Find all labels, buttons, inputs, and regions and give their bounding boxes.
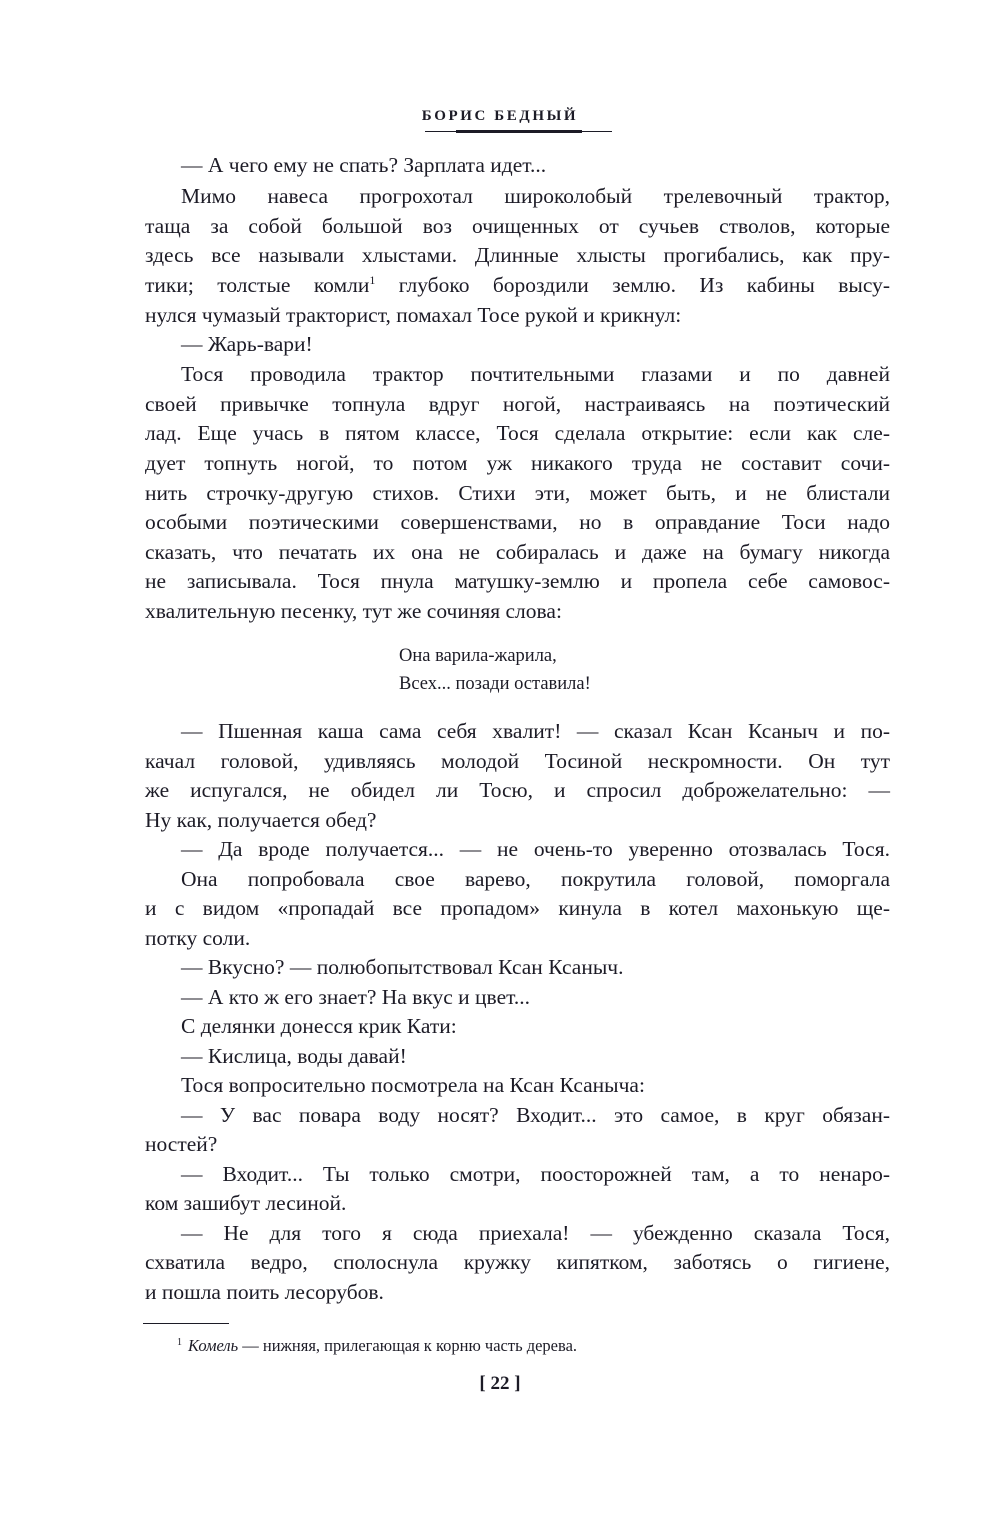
header-rule-thick [456,130,582,133]
text-line: же испугался, не обидел ли Тосю, и спросил доброжелательно: — [145,778,890,802]
text-line: Тося вопросительно посмотрела на Ксан Ксаныча: [181,1073,645,1097]
page-number: [ 22 ] [479,1373,521,1394]
footnote-mark: 1 [177,1336,182,1348]
text-line: таща за собой большой воз очищенных от сучьев стволов, которые [145,214,890,238]
text-line: ком зашибут лесиной. [145,1191,347,1215]
text-line: — Входит... Ты только смотри, поосторожней там, а то ненаро- [181,1162,890,1186]
text-segment: тики; толстые комли [145,273,370,297]
text-line [145,270,890,300]
text-line: — Да вроде получается... — не очень-то уверенно отозвалась Тося. [181,837,890,861]
text-line: С делянки донесся крик Кати: [181,1014,457,1038]
text-line: Она попробовала свое варево, покрутила головой, поморгала [181,867,890,891]
text-line: особыми поэтическими совершенствами, но в оправдание Тоси надо [145,510,890,534]
verse-line: Всех... позади оставила! [399,674,591,694]
text-line: своей привычке топнула вдруг ногой, настраиваясь на поэтический [145,392,890,416]
text-line: нить строчку-другую стихов. Стихи эти, может быть, и не блистали [145,481,890,505]
text-line: лад. Еще учась в пятом классе, Тося сделала открытие: если как сле- [145,421,890,445]
text-line: — Пшенная каша сама себя хвалит! — сказал Ксан Ксаныч и по- [181,719,890,743]
text-line: — Не для того я сюда приехала! — убежденно сказала Тося, [181,1221,890,1245]
text-line: не записывала. Тося пнула матушку-землю и пропела себе самовос- [145,569,890,593]
text-line: сказать, что печатать их она не собиралась и даже на бумагу никогда [145,540,890,564]
text-line: Тося проводила трактор почтительными глазами и по давней [181,362,890,386]
text-line: Мимо навеса прогрохотал широколобый трелевочный трактор, [181,184,890,208]
running-title: БОРИС БЕДНЫЙ [421,108,579,124]
verse-line: Она варила-жарила, [399,646,557,666]
footnote-term: Комель [188,1336,239,1355]
footnote-reference[interactable]: 1 [369,272,376,287]
text-line: хвалительную песенку, тут же сочиняя слова: [145,599,562,623]
text-line: — А чего ему не спать? Зарплата идет... [181,153,547,177]
text-line: ностей? [145,1132,218,1156]
text-line: — Вкусно? — полюбопытствовал Ксан Ксаныч. [181,955,624,979]
footnote-definition: — нижняя, прилегающая к корню часть дерева. [238,1336,578,1355]
text-line: — Кислица, воды давай! [181,1044,407,1068]
text-line: — А кто ж его знает? На вкус и цвет... [181,985,531,1009]
text-line: Ну как, получается обед? [145,808,377,832]
text-line: и с видом «пропадай все пропадом» кинула в котел махонькую ще- [145,896,890,920]
footnote [177,1335,577,1357]
text-line: — У вас повара воду носят? Входит... это самое, в круг обязан- [181,1103,890,1127]
footnote-separator [143,1323,229,1324]
text-line: дует топнуть ногой, то потом уж никакого труда не составит сочи- [145,451,890,475]
text-line: потку соли. [145,926,251,950]
text-line: здесь все называли хлыстами. Длинные хлысты прогибались, как пру- [145,243,890,267]
text-line: и пошла поить лесорубов. [145,1280,384,1304]
text-line: — Жарь-вари! [181,332,313,356]
text-line: нулся чумазый тракторист, помахал Тосе рукой и крикнул: [145,303,682,327]
text-line: качал головой, удивляясь молодой Тосиной нескромности. Он тут [145,749,890,773]
text-line: схватила ведро, сполоснула кружку кипятком, заботясь о гигиене, [145,1250,890,1274]
text-segment: глубоко бороздили землю. Из кабины высу- [375,273,890,297]
